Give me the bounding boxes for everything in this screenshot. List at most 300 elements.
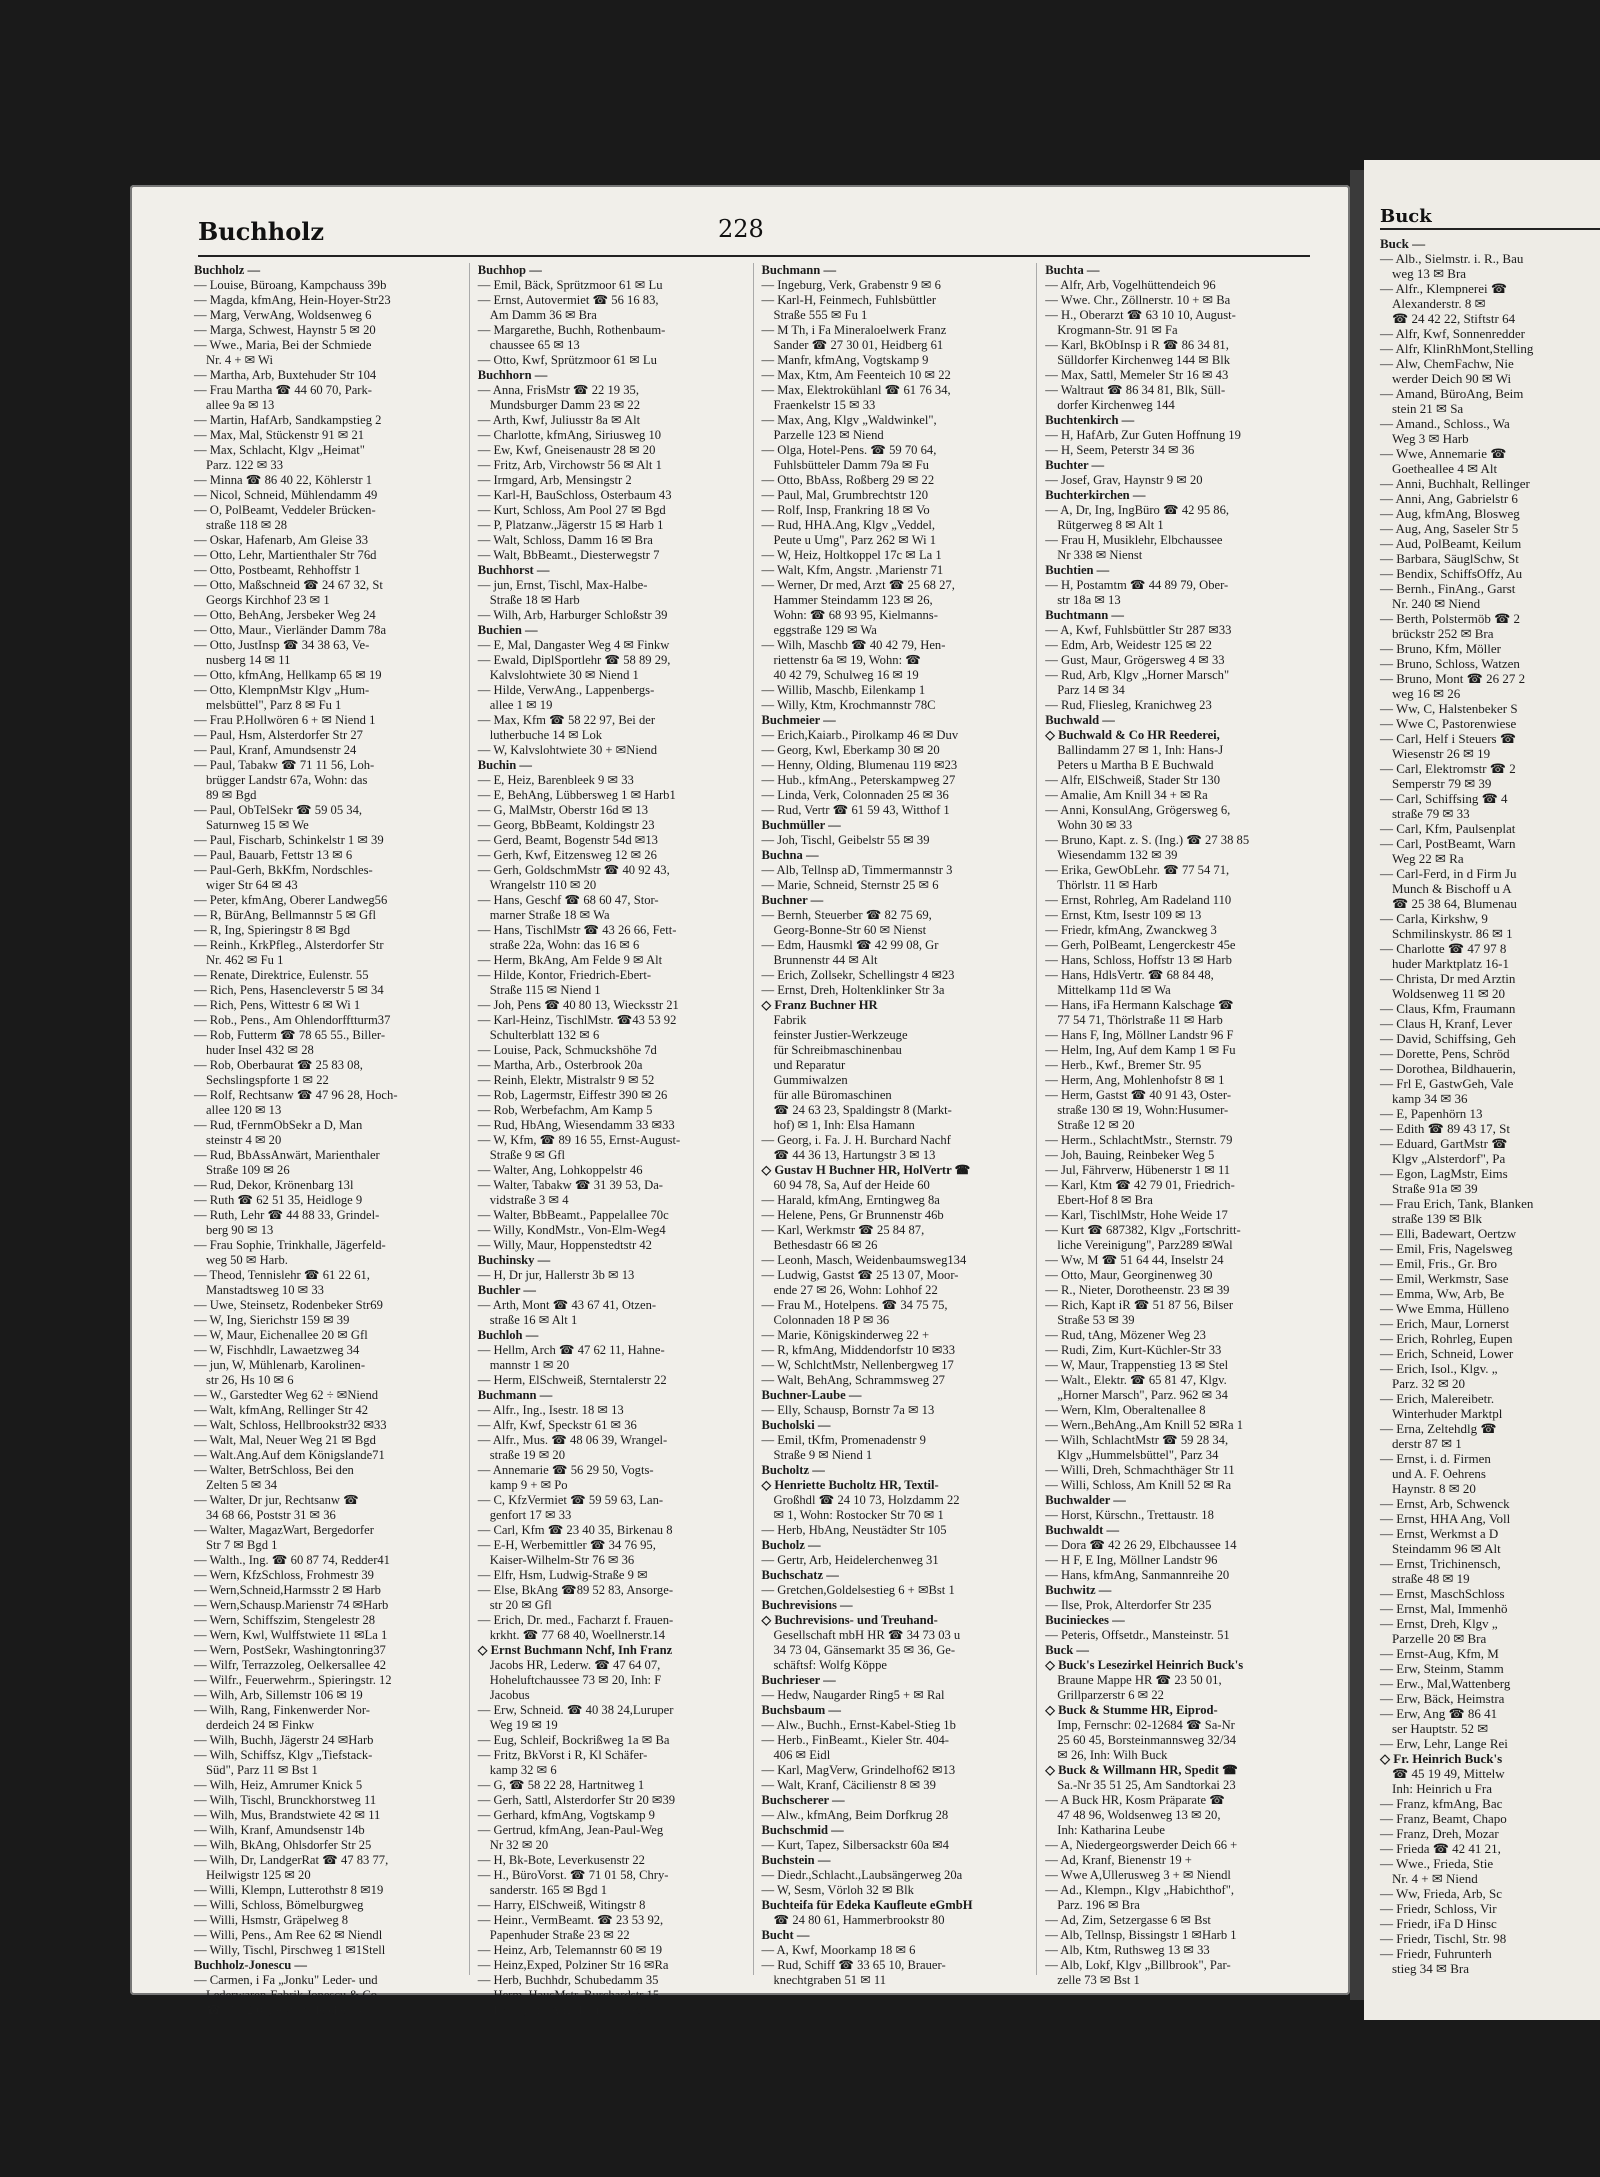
directory-entry: ◇ Franz Buchner HR — [761, 998, 878, 1012]
directory-entry: — Harry, ElSchweiß, Witingstr 8 — [477, 1898, 646, 1912]
directory-entry: Krogmann-Str. 91 ✉ Fa — [1057, 323, 1178, 337]
directory-entry: — Gerh, Sattl, Alsterdorfer Str 20 ✉39 — [477, 1793, 676, 1807]
directory-entry: — Willy, Maur, Hoppenstedtstr 42 — [477, 1238, 652, 1252]
directory-entry: — Hedw, Naugarder Ring5 + ✉ Ral — [761, 1688, 945, 1702]
directory-entry: Straße 115 ✉ Niend 1 — [489, 983, 601, 997]
directory-entry: — Amalie, Am Knill 34 + ✉ Ra — [1045, 788, 1208, 802]
directory-entry: Fuhlsbütteler Damm 79a ✉ Fu — [773, 458, 929, 472]
directory-entry: — Alfr., Klempnerei ☎ — [1380, 281, 1508, 296]
directory-entry: — Otto, kfmAng, Hellkamp 65 ✉ 19 — [194, 668, 382, 682]
directory-entry: — Ew, Kwf, Gneisenaustr 28 ✉ 20 — [477, 443, 656, 457]
directory-entry: feinster Justier-Werkzeuge — [773, 1028, 908, 1042]
directory-entry: Colonnaden 18 P ✉ 36 — [773, 1313, 890, 1327]
directory-entry: — Rich, Kapt iR ☎ 51 87 56, Bilser — [1045, 1298, 1234, 1312]
header-rule — [198, 255, 1310, 257]
directory-entry: derdeich 24 ✉ Finkw — [206, 1718, 315, 1732]
directory-entry: Georgs Kirchhof 23 ✉ 1 — [206, 593, 330, 607]
directory-entry: Ballindamm 27 ✉ 1, Inh: Hans-J — [1057, 743, 1224, 757]
directory-entry: Alexanderstr. 8 ✉ — [1392, 296, 1486, 311]
directory-entry: — Charlotte ☎ 47 97 8 — [1380, 941, 1507, 956]
directory-entry: — Wilfr., Feuerwehrm., Spieringstr. 12 — [194, 1673, 392, 1687]
directory-entry: — Hans, iFa Hermann Kalschage ☎ — [1045, 998, 1234, 1012]
directory-entry: — Ernst, Mal, Immenhö — [1380, 1601, 1508, 1616]
directory-entry: — Carmen, i Fa „Jonku" Leder- und — [194, 1973, 378, 1987]
directory-entry: 47 48 96, Woldsenweg 13 ✉ 20, — [1057, 1808, 1221, 1822]
directory-entry: — Gerhard, kfmAng, Vogtskamp 9 — [477, 1808, 655, 1822]
directory-entry: — W, SchlchtMstr, Nellenbergweg 17 — [761, 1358, 954, 1372]
directory-entry: Woldsenweg 11 ✉ 20 — [1392, 986, 1505, 1001]
directory-entry: — Ruth, Lehr ☎ 44 88 33, Grindel- — [194, 1208, 380, 1222]
directory-entry: — Hans, Geschf ☎ 68 60 47, Stor- — [477, 893, 659, 907]
directory-entry: Nr. 4 + ✉ Niend — [1392, 1871, 1478, 1886]
directory-entry: — Paul, Mal, Grumbrechtstr 120 — [761, 488, 928, 502]
directory-entry: — Frau P.Hollwören 6 + ✉ Niend 1 — [194, 713, 376, 727]
directory-entry: Buchrevisions — — [761, 1598, 853, 1612]
directory-entry: melsbüttel", Parz 8 ✉ Fu 1 — [206, 698, 342, 712]
directory-entry: Buchloh — — [477, 1328, 539, 1342]
directory-entry: straße 19 ✉ 20 — [489, 1448, 566, 1462]
directory-entry: ✉ 26, Inh: Wilh Buck — [1057, 1748, 1168, 1762]
directory-entry: — Rud, HHA.Ang, Klgv „Veddel, — [761, 518, 935, 532]
directory-entry: — Wern, PostSekr, Washingtonring37 — [194, 1643, 386, 1657]
directory-entry: — Anni, Buchhalt, Rellinger — [1380, 476, 1530, 491]
directory-entry: Buchtmann — — [1045, 608, 1124, 622]
directory-entry: — Wilh, Heiz, Amrumer Knick 5 — [194, 1778, 363, 1792]
directory-entry: Buchschmid — — [761, 1823, 844, 1837]
directory-entry: — Frau M., Hotelpens. ☎ 34 75 75, — [761, 1298, 948, 1312]
directory-entry: Wohn 30 ✉ 33 — [1057, 818, 1133, 832]
directory-entry: — jun, W, Mühlenarb, Karolinen- — [194, 1358, 366, 1372]
directory-entry: Ebert-Hof 8 ✉ Bra — [1057, 1193, 1153, 1207]
directory-entry: — Edm, Arb, Weidestr 125 ✉ 22 — [1045, 638, 1212, 652]
column-2 — [477, 263, 754, 2017]
directory-entry: — Wern, Kwl, Wulffstwiete 11 ✉La 1 — [194, 1628, 388, 1642]
directory-entry: Saturnweg 15 ✉ We — [206, 818, 309, 832]
directory-entry: — Alfr, Kwf, Speckstr 61 ✉ 36 — [477, 1418, 637, 1432]
directory-entry: — Frau Erich, Tank, Blanken — [1380, 1196, 1534, 1211]
directory-entry: Buchteifa für Edeka Kaufleute eGmbH — [761, 1898, 973, 1912]
directory-entry: ◇ Buck's Lesezirkel Heinrich Buck's — [1045, 1658, 1244, 1672]
directory-entry: brückstr 252 ✉ Bra — [1392, 626, 1494, 641]
directory-entry: — Arth, Mont ☎ 43 67 41, Otzen- — [477, 1298, 657, 1312]
directory-entry: — Hans, Schloss, Hoffstr 13 ✉ Harb — [1045, 953, 1232, 967]
directory-entry: Klgv „Alsterdorf", Pa — [1392, 1151, 1506, 1166]
adjacent-page — [1364, 160, 1600, 2020]
directory-entry: wiger Str 64 ✉ 43 — [206, 878, 298, 892]
directory-entry: Peters u Martha B E Buchwald — [1057, 758, 1214, 772]
directory-entry: — Reinh, Elektr, Mistralstr 9 ✉ 52 — [477, 1073, 655, 1087]
directory-entry: — Ernst, Ktm, Isestr 109 ✉ 13 — [1045, 908, 1202, 922]
directory-entry: dorfer Kirchenweg 144 — [1057, 398, 1175, 412]
directory-entry: — R, kfmAng, Middendorfstr 10 ✉33 — [761, 1343, 955, 1357]
directory-entry: ☎ 24 42 22, Stiftstr 64 — [1392, 311, 1516, 326]
directory-entry: — Carl, Helf i Steuers ☎ — [1380, 731, 1517, 746]
directory-entry: — Karl, MagVerw, Grindelhof62 ✉13 — [761, 1763, 956, 1777]
directory-entry: str 18a ✉ 13 — [1057, 593, 1121, 607]
directory-entry: — Wilh, Buchh, Jägerstr 24 ✉Harb — [194, 1733, 374, 1747]
directory-entry: — Olga, Hotel-Pens. ☎ 59 70 64, — [761, 443, 937, 457]
directory-entry: — Manfr, kfmAng, Vogtskamp 9 — [761, 353, 929, 367]
directory-entry: — Frau I, kfmAng, Lißmannseck 7 — [477, 2003, 656, 2017]
directory-entry: ◇ Buchrevisions- und Treuhand- — [761, 1613, 938, 1627]
directory-entry: — Rob, Werbefachm, Am Kamp 5 — [477, 1103, 653, 1117]
directory-entry: — Otto, KlempnMstr Klgv „Hum- — [194, 683, 370, 697]
directory-entry: Inh: Heinrich u Fra — [1392, 1781, 1493, 1796]
directory-entry: — A, Kwf, Moorkamp 18 ✉ 6 — [761, 1943, 916, 1957]
directory-entry: — H., Oberarzt ☎ 63 10 10, August- — [1045, 308, 1236, 322]
directory-entry: — Elli, Badewart, Oertzw — [1380, 1226, 1517, 1241]
directory-entry: Buchmann — — [477, 1388, 553, 1402]
directory-entry: Buchscherer — — [761, 1793, 845, 1807]
directory-entry: — Franz, Dreh, Mozar — [1380, 1826, 1499, 1841]
column-3 — [761, 263, 1038, 1987]
directory-entry: straße 139 ✉ Blk — [1392, 1211, 1482, 1226]
directory-entry: — Frau H, Musiklehr, Elbchaussee — [1045, 533, 1223, 547]
directory-entry: — Max, Ang, Klgv „Waldwinkel", — [761, 413, 937, 427]
directory-entry: genfort 17 ✉ 33 — [489, 1508, 572, 1522]
directory-entry: — Rob, Lagermstr, Eiffestr 390 ✉ 26 — [477, 1088, 668, 1102]
directory-entry: Am Damm 36 ✉ Bra — [489, 308, 597, 322]
directory-entry: Buchwald — — [1045, 713, 1115, 727]
directory-entry: — Rudi, Zim, Kurt-Küchler-Str 33 — [1045, 1343, 1222, 1357]
directory-entry: — Georg, BbBeamt, Koldingstr 23 — [477, 818, 655, 832]
directory-entry: — Emil, tKfm, Promenadenstr 9 — [761, 1433, 926, 1447]
directory-entry: — Wilh, Schiffsz, Klgv „Tiefstack- — [194, 1748, 373, 1762]
directory-entry: — Bernh, Steuerber ☎ 82 75 69, — [761, 908, 932, 922]
directory-entry: Parzelle 20 ✉ Bra — [1392, 1631, 1487, 1646]
directory-entry: — Wilh, Mus, Brandstwiete 42 ✉ 11 — [194, 1808, 381, 1822]
directory-entry: — Leonh, Masch, Weidenbaumsweg134 — [761, 1253, 967, 1267]
directory-entry: — Annemarie ☎ 56 29 50, Vogts- — [477, 1463, 654, 1477]
directory-entry: und A. F. Oehrens — [1392, 1466, 1486, 1481]
directory-entry: str 20 ✉ Gfl — [489, 1598, 552, 1612]
directory-entry: — Max, Kfm ☎ 58 22 97, Bei der — [477, 713, 656, 727]
directory-entry: — W, Maur, Trappenstieg 13 ✉ Stel — [1045, 1358, 1229, 1372]
directory-entry: ☎ 44 36 13, Hartungstr 3 ✉ 13 — [773, 1148, 936, 1162]
directory-entry: Buck — — [1380, 236, 1426, 251]
directory-entry: — Rud, Arb, Klgv „Horner Marsch" — [1045, 668, 1230, 682]
directory-entry: — Walt, BehAng, Schrammsweg 27 — [761, 1373, 945, 1387]
directory-entry: — Bruno, Schloss, Watzen — [1380, 656, 1520, 671]
adjacent-entries — [1380, 236, 1600, 1976]
directory-entry: — Ad, Zim, Setzergasse 6 ✉ Bst — [1045, 1913, 1211, 1927]
directory-entry: — Horst, Kürschn., Trettaustr. 18 — [1045, 1508, 1214, 1522]
directory-entry: — Willy, Ktm, Krochmannstr 78C — [761, 698, 936, 712]
directory-entry: — Paul, ObTelSekr ☎ 59 05 34, — [194, 803, 363, 817]
directory-entry: — Hilde, VerwAng., Lappenbergs- — [477, 683, 655, 697]
directory-entry: — Ernst, Rohrleg, Am Radeland 110 — [1045, 893, 1232, 907]
directory-entry: — Willi, Pens., Am Ree 62 ✉ Niendl — [194, 1928, 383, 1942]
directory-entry: — Rud, BbAssAnwärt, Marienthaler — [194, 1148, 380, 1162]
directory-entry: — Erich, Isol., Klgv. „ — [1380, 1361, 1498, 1376]
directory-entry: ☎ 25 38 64, Blumenau — [1392, 896, 1517, 911]
directory-entry: — Herb, Buchhdr, Schubedamm 35 — [477, 1973, 659, 1987]
directory-entry: — Gerh, Kwf, Eitzensweg 12 ✉ 26 — [477, 848, 657, 862]
directory-entry: huder Insel 432 ✉ 28 — [206, 1043, 314, 1057]
directory-entry: — Friedr, Fuhrunterh — [1380, 1946, 1492, 1961]
directory-entry: — Carla, Kirkshw, 9 — [1380, 911, 1488, 926]
directory-entry: — Wilh, SchlachtMstr ☎ 59 28 34, — [1045, 1433, 1229, 1447]
directory-entry: Sechslingspforte 1 ✉ 22 — [206, 1073, 329, 1087]
directory-entry: — Alb, Lokf, Klgv „Billbrook", Par- — [1045, 1958, 1231, 1972]
directory-entry: — Ernst, HHA Ang, Voll — [1380, 1511, 1511, 1526]
directory-entry: Mittelkamp 11d ✉ Wa — [1057, 983, 1171, 997]
directory-entry: — Eduard, GartMstr ☎ — [1380, 1136, 1508, 1151]
directory-entry: riettenstr 6a ✉ 19, Wohn: ☎ — [773, 653, 921, 667]
directory-entry: — Rich, Pens, Wittestr 6 ✉ Wi 1 — [194, 998, 361, 1012]
directory-entry: — H, Seem, Peterstr 34 ✉ 36 — [1045, 443, 1195, 457]
directory-entry: — Wwe C, Pastorenwiese — [1380, 716, 1517, 731]
directory-entry: — Helene, Pens, Gr Brunnenstr 46b — [761, 1208, 944, 1222]
directory-entry: — Walter, Dr jur, Rechtsanw ☎ — [194, 1493, 359, 1507]
directory-entry: — Marie, Königskinderweg 22 + — [761, 1328, 930, 1342]
directory-entry: Buchin — — [477, 758, 532, 772]
directory-entry: berg 90 ✉ 13 — [206, 1223, 274, 1237]
directory-entry: — Paul, Hsm, Alsterdorfer Str 27 — [194, 728, 363, 742]
directory-entry: — Max, Schlacht, Klgv „Heimat" — [194, 443, 365, 457]
columns — [194, 263, 1320, 2017]
directory-entry: für Schreibmaschinenbau — [773, 1043, 902, 1057]
directory-entry: — Aug, kfmAng, Blosweg — [1380, 506, 1520, 521]
directory-entry: — Otto, Kwf, Sprützmoor 61 ✉ Lu — [477, 353, 657, 367]
directory-entry: Wiesendamm 132 ✉ 39 — [1057, 848, 1178, 862]
directory-entry: Fabrik — [773, 1013, 807, 1027]
directory-entry: — Hilde, Kontor, Friedrich-Ebert- — [477, 968, 652, 982]
directory-entry: Buchsbaum — — [761, 1703, 841, 1717]
directory-entry: — Wilh, Kranf, Amundsenstr 14b — [194, 1823, 365, 1837]
directory-entry: — Herm, HausMstr, Burchardstr 15 — [477, 1988, 660, 2002]
directory-entry: ser Hauptstr. 52 ✉ — [1392, 1721, 1489, 1736]
page-header — [198, 213, 1310, 253]
directory-entry: Parz. 122 ✉ 33 — [206, 458, 284, 472]
directory-entry: — Rolf, Insp, Frankring 18 ✉ Vo — [761, 503, 930, 517]
directory-entry: — Willi, Klempn, Lutterothstr 8 ✉19 — [194, 1883, 384, 1897]
directory-entry: Buchwitz — — [1045, 1583, 1112, 1597]
directory-entry: marner Straße 18 ✉ Wa — [489, 908, 610, 922]
directory-entry: — Erw, Schneid. ☎ 40 38 24,Luruper — [477, 1703, 674, 1717]
directory-entry: — Elly, Schausp, Bornstr 7a ✉ 13 — [761, 1403, 935, 1417]
directory-entry: Klgv „Hummelsbüttel", Parz 34 — [1057, 1448, 1219, 1462]
directory-entry: — Rob, Futterm ☎ 78 65 55., Biller- — [194, 1028, 386, 1042]
directory-entry: Zelten 5 ✉ 34 — [206, 1478, 278, 1492]
directory-entry: Heilwigstr 125 ✉ 20 — [206, 1868, 311, 1882]
directory-entry: Nr 32 ✉ 20 — [489, 1838, 549, 1852]
directory-entry: ◇ Fr. Heinrich Buck's — [1380, 1751, 1503, 1766]
directory-entry: — Joh, Tischl, Geibelstr 55 ✉ 39 — [761, 833, 930, 847]
directory-entry: huder Marktplatz 16-1 — [1392, 956, 1509, 971]
directory-entry: Straße 12 ✉ 20 — [1057, 1118, 1135, 1132]
directory-entry: Gummiwalzen — [773, 1073, 848, 1087]
directory-entry: — Anni, Ang, Gabrielstr 6 — [1380, 491, 1518, 506]
directory-entry: — Louise, Pack, Schmuckshöhe 7d — [477, 1043, 657, 1057]
directory-entry: Bucinieckes — — [1045, 1613, 1125, 1627]
running-head: Buchholz — [198, 217, 324, 246]
directory-entry: — Erna, Zeltehdlg ☎ — [1380, 1421, 1497, 1436]
directory-entry: Nr. 4 + ✉ Wi — [206, 353, 273, 367]
directory-entry: Fraenkelstr 15 ✉ 33 — [773, 398, 876, 412]
directory-entry: weg 13 ✉ Bra — [1392, 266, 1467, 281]
directory-entry: — Bruno, Mont ☎ 26 27 2 — [1380, 671, 1526, 686]
directory-entry: Parz. 196 ✉ Bra — [1057, 1898, 1140, 1912]
directory-entry: Munch & Bischoff u A — [1392, 881, 1512, 896]
directory-entry: Buchna — — [761, 848, 819, 862]
directory-entry: Buchmüller — — [761, 818, 841, 832]
directory-entry: — Ludwig, Gastst ☎ 25 13 07, Moor- — [761, 1268, 959, 1282]
directory-entry: — Willi, Dreh, Schmachthäger Str 11 — [1045, 1463, 1235, 1477]
directory-entry: 34 68 66, Poststr 31 ✉ 36 — [206, 1508, 336, 1522]
directory-entry: — Alw, ChemFachw, Nie — [1380, 356, 1514, 371]
directory-entry: krkht. ☎ 77 68 40, Woellnerstr.14 — [489, 1628, 666, 1642]
directory-entry: — E, Papenhörn 13 — [1380, 1106, 1483, 1121]
directory-entry: — Wern.,BehAng.,Am Knill 52 ✉Ra 1 — [1045, 1418, 1244, 1432]
directory-entry: — Carl, Kfm, Paulsenplat — [1380, 821, 1516, 836]
directory-entry: — Marie, Schneid, Sternstr 25 ✉ 6 — [761, 878, 939, 892]
directory-entry: weg 50 ✉ Harb. — [206, 1253, 288, 1267]
directory-entry: — Kurt, Tapez, Silbersackstr 60a ✉4 — [761, 1838, 949, 1852]
directory-entry: weg 16 ✉ 26 — [1392, 686, 1461, 701]
directory-entry: Rütgerweg 8 ✉ Alt 1 — [1057, 518, 1164, 532]
directory-entry: — Margarethe, Buchh, Rothenbaum- — [477, 323, 666, 337]
directory-entry: — Linda, Verk, Colonnaden 25 ✉ 36 — [761, 788, 949, 802]
directory-entry: knechtgraben 51 ✉ 11 — [773, 1973, 887, 1987]
directory-entry: — Marga, Schwest, Haynstr 5 ✉ 20 — [194, 323, 376, 337]
directory-entry: — Walter, Tabakw ☎ 31 39 53, Da- — [477, 1178, 663, 1192]
directory-entry: — O, PolBeamt, Veddeler Brücken- — [194, 503, 376, 517]
directory-entry: — Wilh, Maschb ☎ 40 42 79, Hen- — [761, 638, 946, 652]
directory-entry: Straße 9 ✉ Niend 1 — [773, 1448, 873, 1462]
directory-entry: Buchholz — — [194, 263, 261, 277]
directory-entry: Parz 14 ✉ 34 — [1057, 683, 1125, 697]
directory-entry: — A, Niedergeorgswerder Deich 66 + — [1045, 1838, 1238, 1852]
directory-entry: Buchhorn — — [477, 368, 548, 382]
directory-entry: — Anni, KonsulAng, Grögersweg 6, — [1045, 803, 1231, 817]
directory-entry: — Willib, Maschb, Eilenkamp 1 — [761, 683, 926, 697]
directory-entry: — Frau Sophie, Trinkhalle, Jägerfeld- — [194, 1238, 386, 1252]
directory-entry: — Ww, M ☎ 51 64 44, Inselstr 24 — [1045, 1253, 1224, 1267]
directory-entry: — Rich, Pens, Hasencleverstr 5 ✉ 34 — [194, 983, 384, 997]
directory-entry: ◇ Buck & Willmann HR, Spedit ☎ — [1045, 1763, 1238, 1777]
directory-entry: — Kurt, Schloss, Am Pool 27 ✉ Bgd — [477, 503, 666, 517]
directory-entry: — Erich, Zollsekr, Schellingstr 4 ✉23 — [761, 968, 955, 982]
directory-entry: straße 130 ✉ 19, Wohn:Husumer- — [1057, 1103, 1229, 1117]
directory-entry: — Ad., Klempn., Klgv „Habichthof", — [1045, 1883, 1235, 1897]
directory-entry: — Oskar, Hafenarb, Am Gleise 33 — [194, 533, 369, 547]
directory-entry: ☎ 45 19 49, Mittelw — [1392, 1766, 1505, 1781]
directory-entry: — Karl, BkObInsp i R ☎ 86 34 81, — [1045, 338, 1229, 352]
directory-entry: — Otto, BehAng, Jersbeker Weg 24 — [194, 608, 376, 622]
directory-entry: — Alfr., Mus. ☎ 48 06 39, Wrangel- — [477, 1433, 668, 1447]
directory-entry: — Willi, Schloss, Am Knill 52 ✉ Ra — [1045, 1478, 1232, 1492]
directory-entry: Weg 3 ✉ Harb — [1392, 431, 1469, 446]
directory-entry: — Fritz, Arb, Virchowstr 56 ✉ Alt 1 — [477, 458, 662, 472]
directory-entry: vidstraße 3 ✉ 4 — [489, 1193, 569, 1207]
directory-entry: Weg 19 ✉ 19 — [489, 1718, 558, 1732]
directory-entry: — Alfr, Arb, Vogelhüttendeich 96 — [1045, 278, 1216, 292]
directory-entry: Lederwaren-Fabrik Jonescu & Co — [206, 1988, 378, 2002]
directory-entry: — Wwe, Annemarie ☎ — [1380, 446, 1507, 461]
directory-entry: — Frl E, GastwGeh, Vale — [1380, 1076, 1514, 1091]
directory-entry: 34 73 04, Gänsemarkt 35 ✉ 36, Ge- — [773, 1643, 956, 1657]
directory-entry: — Alb, Tellnsp aD, Timmermannstr 3 — [761, 863, 953, 877]
directory-entry: — Emma, Ww, Arb, Be — [1380, 1286, 1505, 1301]
directory-entry: — Friedr, iFa D Hinsc — [1380, 1916, 1497, 1931]
directory-entry: — Bendix, SchiffsOffz, Au — [1380, 566, 1523, 581]
directory-entry: — E-H, Werbemittler ☎ 34 76 95, — [477, 1538, 656, 1552]
directory-entry: nusberg 14 ✉ 11 — [206, 653, 291, 667]
directory-entry: Straße 9 ✉ Gfl — [489, 1148, 566, 1162]
directory-entry: — M Th, i Fa Mineraloelwerk Franz — [761, 323, 947, 337]
directory-entry: — Jul, Fährverw, Hübenerstr 1 ✉ 11 — [1045, 1163, 1231, 1177]
directory-entry: — Dorothea, Bildhauerin, — [1380, 1061, 1516, 1076]
directory-entry: — Aug, Ang, Saseler Str 5 — [1380, 521, 1519, 536]
directory-entry: straße 22a, Wohn: das 16 ✉ 6 — [489, 938, 640, 952]
directory-entry: Buchrieser — — [761, 1673, 836, 1687]
directory-entry: Hoheluftchaussee 73 ✉ 20, Inh: F — [489, 1673, 662, 1687]
directory-entry: — Diedr.,Schlacht.,Laubsängerweg 20a — [761, 1868, 963, 1882]
directory-entry: — W, Kalvslohtwiete 30 + ✉Niend — [477, 743, 658, 757]
directory-entry: ◇ Ernst Buchmann Nchf, Inh Franz — [477, 1643, 673, 1657]
directory-entry: Parzelle 123 ✉ Niend — [773, 428, 884, 442]
directory-entry: ◇ Henriette Bucholtz HR, Textil- — [761, 1478, 939, 1492]
directory-entry: — Wern, Schiffszim, Stengelestr 28 — [194, 1613, 376, 1627]
directory-entry: — Walt, Mal, Neuer Weg 21 ✉ Bgd — [194, 1433, 376, 1447]
directory-entry: — Renate, Direktrice, Eulenstr. 55 — [194, 968, 369, 982]
directory-entry: — Paul, Bauarb, Fettstr 13 ✉ 6 — [194, 848, 353, 862]
directory-entry: ☎ 24 63 23, Spaldingstr 8 (Markt- — [773, 1103, 952, 1117]
directory-entry: — Wilfr, Terrazzoleg, Oelkersallee 42 — [194, 1658, 387, 1672]
directory-entry: ☎ 24 80 61, Hammerbrookstr 80 — [773, 1913, 945, 1927]
directory-entry: — Gust, Maur, Grögersweg 4 ✉ 33 — [1045, 653, 1225, 667]
adjacent-header-rule — [1380, 228, 1600, 230]
directory-entry: — Emil, Fris., Gr. Bro — [1380, 1256, 1498, 1271]
directory-entry: stein 21 ✉ Sa — [1392, 401, 1464, 416]
directory-entry: — Willi, Hsmstr, Gräpelweg 8 — [194, 1913, 349, 1927]
directory-entry: — Otto, JustInsp ☎ 34 38 63, Ve- — [194, 638, 370, 652]
directory-entry: sanderstr. 165 ✉ Bgd 1 — [489, 1883, 607, 1897]
directory-entry: kamp 9 + ✉ Po — [489, 1478, 568, 1492]
directory-entry: Weg 22 ✉ Ra — [1392, 851, 1464, 866]
directory-entry: — Heinr., VermBeamt. ☎ 23 53 92, — [477, 1913, 664, 1927]
directory-entry: Thörlstr. 11 ✉ Harb — [1057, 878, 1158, 892]
directory-entry: ende 27 ✉ 26, Wohn: Lohhof 22 — [773, 1283, 938, 1297]
directory-entry: — Ernst, Trichinensch, — [1380, 1556, 1501, 1571]
directory-entry: 406 ✉ Eidl — [773, 1748, 831, 1762]
directory-entry: — Edith ☎ 89 43 17, St — [1380, 1121, 1510, 1136]
directory-entry: Wrangelstr 110 ✉ 20 — [489, 878, 597, 892]
directory-entry: Buchler — — [477, 1283, 536, 1297]
directory-entry: — A, Dr, Ing, IngBüro ☎ 42 95 86, — [1045, 503, 1230, 517]
directory-entry: Peute u Umg", Parz 262 ✉ Wi 1 — [773, 533, 937, 547]
directory-entry: — Walt, Kfm, Angstr. ,Marienstr 71 — [761, 563, 944, 577]
adjacent-running-head: Buck — [1380, 206, 1432, 227]
directory-entry: Großhdl ☎ 24 10 73, Holzdamm 22 — [773, 1493, 960, 1507]
directory-entry: Semperstr 79 ✉ 39 — [1392, 776, 1492, 791]
directory-entry: — Ernst, MaschSchloss — [1380, 1586, 1505, 1601]
directory-entry: — Herm, BkAng, Am Felde 9 ✉ Alt — [477, 953, 663, 967]
directory-entry: — Walt, BbBeamt., Diesterwegstr 7 — [477, 548, 660, 562]
directory-entry: — Wwe A,Ullerusweg 3 + ✉ Niendl — [1045, 1868, 1231, 1882]
directory-entry: Buchien — — [477, 623, 538, 637]
directory-entry: — Louise, Büroang, Kampchauss 39b — [194, 278, 387, 292]
directory-entry: Buchner — — [761, 893, 824, 907]
directory-entry: Wiesenstr 26 ✉ 19 — [1392, 746, 1491, 761]
directory-entry: — Alb, Tellnsp, Bissingstr 1 ✉Harb 1 — [1045, 1928, 1237, 1942]
directory-entry: — Herb., Kwf., Bremer Str. 95 — [1045, 1058, 1202, 1072]
directory-entry: — Wern,Schausp.Marienstr 74 ✉Harb — [194, 1598, 389, 1612]
directory-entry: — Marg, VerwAng, Woldsenweg 6 — [194, 308, 372, 322]
directory-entry: kamp 34 ✉ 36 — [1392, 1091, 1468, 1106]
directory-entry: — Gertrud, kfmAng, Jean-Paul-Weg — [477, 1823, 664, 1837]
